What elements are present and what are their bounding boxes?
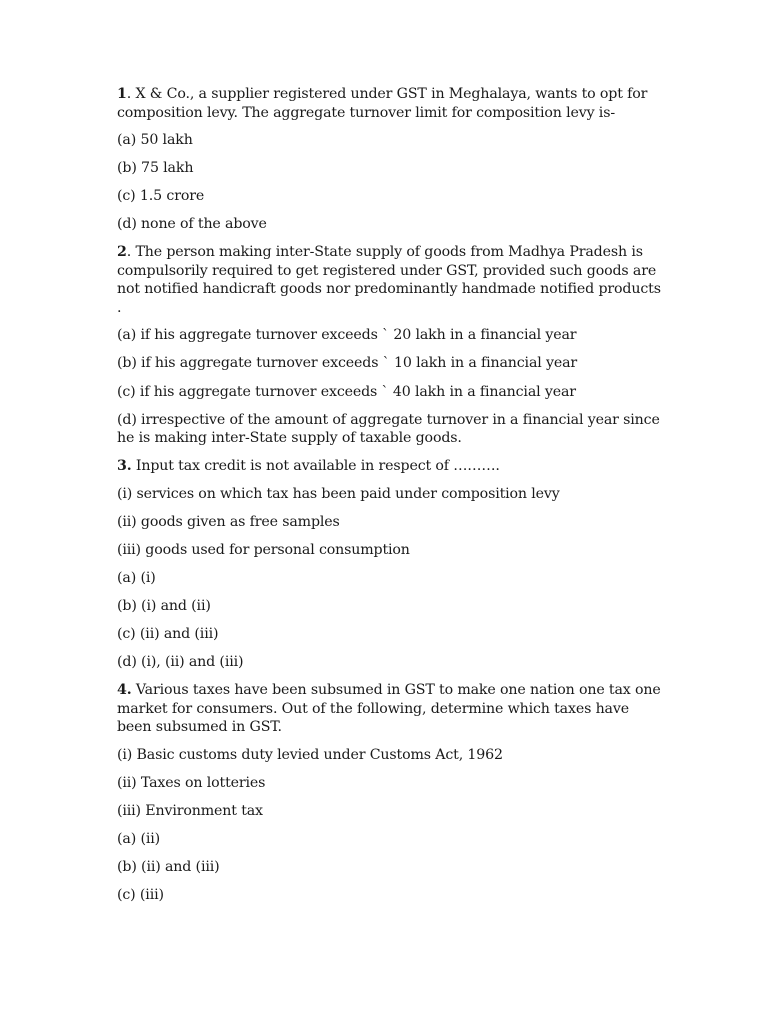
option: (d) (i), (ii) and (iii) [117,654,244,671]
statement: (iii) goods used for personal consumption [117,541,410,558]
question-number-suffix: . [126,244,132,261]
option: (d) irrespective of the amount of aggregate turnover in a financial year since he is making inter-State supply of taxable goods. [117,411,660,447]
option: (b) 75 lakh [117,160,194,177]
question-text: Various taxes have been subsumed in GST to make one nation one tax one market for consumers. Out of the following, determine which taxes have been subsumed in GST. [117,682,661,736]
option: (b) if his aggregate turnover exceeds ` 10 lakh in a financial year [117,355,578,372]
option: (c) (iii) [117,887,164,904]
document-page [117,85,662,914]
question-number: 2 [117,244,127,261]
option: (c) if his aggregate turnover exceeds ` 40 lakh in a financial year [117,383,576,400]
statement: (iii) Environment tax [117,803,263,820]
option: (b) (i) and (ii) [117,598,211,615]
question-number: 4. [117,682,132,699]
option: (a) (ii) [117,831,160,848]
statement: (ii) goods given as free samples [117,513,340,530]
question-1 [117,85,662,122]
question-4 [117,681,662,737]
option: (a) if his aggregate turnover exceeds ` 20 lakh in a financial year [117,327,577,344]
option: (c) (ii) and (iii) [117,626,219,643]
question-number: 3. [117,458,132,475]
question-3 [117,457,662,476]
statement: (ii) Taxes on lotteries [117,775,266,791]
option: (c) 1.5 crore [117,188,205,205]
option: (a) (i) [117,570,156,587]
statement: (i) Basic customs duty levied under Customs Act, 1962 [117,746,503,763]
question-text: The person making inter-State supply of goods from Madhya Pradesh is compulsorily required to get registered under GST, provided such goods are not notified handicraft goods nor predominantly handmade notified products . [117,244,661,316]
option: (d) none of the above [117,216,267,233]
statement: (i) services on which tax has been paid under composition levy [117,485,560,502]
question-text: Input tax credit is not available in respect of ………. [131,458,500,475]
question-number-suffix: . [126,86,132,102]
option: (b) (ii) and (iii) [117,859,220,876]
option: (a) 50 lakh [117,132,193,148]
question-number: 1 [117,86,127,102]
question-text: X & Co., a supplier registered under GST in Meghalaya, wants to opt for composition levy. The aggregate turnover limit for composition levy is- [117,86,648,121]
question-2 [117,243,662,317]
